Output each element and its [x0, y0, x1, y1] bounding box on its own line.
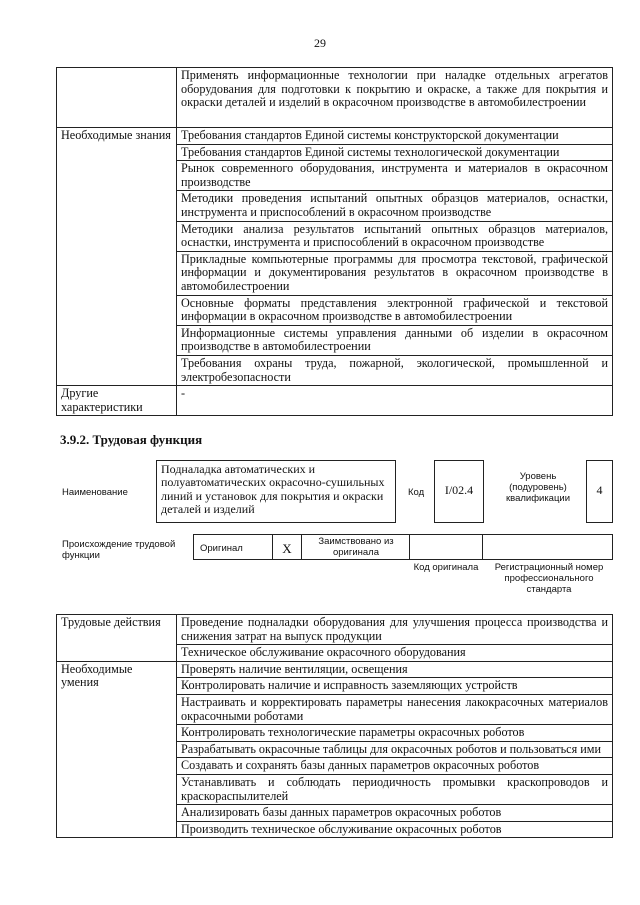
level-label: Уровень (подуровень) квалификации	[505, 471, 571, 504]
skill-item: Устанавливать и соблюдать периодичность промывки краскопроводов и краскораспылителей	[177, 774, 613, 804]
labor-action-item: Проведение подналадки оборудования для улучшения процесса производства и снижения затрат на выпуск продукции	[177, 615, 613, 645]
code-value: I/02.4	[444, 483, 474, 497]
actions-table	[56, 614, 613, 838]
code-original-caption: Код оригинала	[413, 562, 479, 573]
table1-row0-cell0: Применять информационные технологии при наладке отдельных агрегатов оборудования для подготовки к покрытию и окраске, а также для покрытия и окраски деталей и изделий в окрасочном производстве в автомобилестроении	[177, 68, 613, 128]
code-box	[434, 460, 484, 523]
knowledge-table	[56, 67, 613, 416]
origin-label: Происхождение трудовой функции	[62, 539, 176, 561]
skill-item: Контролировать наличие и исправность заземляющих устройств	[177, 678, 613, 695]
function-name-box	[156, 460, 396, 523]
original-label: Оригинал	[200, 543, 243, 554]
skill-item: Производить техническое обслуживание окрасочных роботов	[177, 821, 613, 838]
origin-code-cell	[409, 534, 483, 560]
section-title: 3.9.2. Трудовая функция	[60, 432, 203, 447]
knowledge-item: Основные форматы представления электронной графической и текстовой информации в окрасочном производстве в автомобилестроении	[177, 295, 613, 325]
skills-label: Необходимые умения	[57, 661, 177, 838]
labor-actions-label: Трудовые действия	[57, 615, 177, 662]
skill-item: Проверять наличие вентиляции, освещения	[177, 661, 613, 678]
knowledge-item: Требования стандартов Единой системы технологической документации	[177, 144, 613, 161]
skill-item: Разрабатывать окрасочные таблицы для окрасочных роботов и пользоваться ими	[177, 741, 613, 758]
skill-item: Создавать и сохранять базы данных параметров окрасочных роботов	[177, 758, 613, 775]
knowledge-item: Методики проведения испытаний опытных образцов материалов, оснастки, инструмента и приспособлений в окрасочном производстве	[177, 191, 613, 221]
skill-item: Настраивать и корректировать параметры нанесения лакокрасочных материалов окрасочными роботами	[177, 694, 613, 724]
name-label: Наименование	[62, 487, 128, 498]
knowledge-item: Требования охраны труда, пожарной, экологической, промышленной и электробезопасности	[177, 355, 613, 385]
knowledge-label: Необходимые знания	[57, 128, 177, 386]
other-characteristics-label: Другие характеристики	[57, 386, 177, 416]
other-characteristics-value: -	[177, 386, 613, 416]
borrowed-label: Заимствовано из оригинала	[318, 536, 394, 558]
knowledge-item: Требования стандартов Единой системы конструкторской документации	[177, 128, 613, 145]
knowledge-item: Прикладные компьютерные программы для просмотра текстовой, графической информации и документирования результатов в окрасочном производстве в автомобилестроении	[177, 251, 613, 295]
code-label: Код	[408, 487, 425, 498]
labor-action-item: Техническое обслуживание окрасочного оборудования	[177, 645, 613, 662]
level-value: 4	[596, 483, 603, 497]
skill-item: Контролировать технологические параметры окрасочных роботов	[177, 725, 613, 742]
function-name: Подналадка автоматических и полуавтоматических окрасочно-сушильных линий и установок для покрытия и окраски деталей и изделий	[161, 462, 385, 517]
knowledge-item: Методики анализа результатов испытаний опытных образцов материалов, оснастки, инструмента и приспособлений в окрасочном производстве	[177, 221, 613, 251]
reg-number-caption: Регистрационный номер профессионального стандарта	[494, 562, 604, 595]
original-mark: X	[282, 541, 292, 556]
knowledge-item: Рынок современного оборудования, инструмента и материалов в окрасочном производстве	[177, 161, 613, 191]
table1-row0-left	[57, 68, 177, 128]
knowledge-item: Информационные системы управления данными об изделии в окрасочном производстве в автомобилестроении	[177, 325, 613, 355]
skill-item: Анализировать базы данных параметров окрасочных роботов	[177, 805, 613, 822]
page-number: 29	[314, 36, 326, 50]
level-box	[586, 460, 613, 523]
